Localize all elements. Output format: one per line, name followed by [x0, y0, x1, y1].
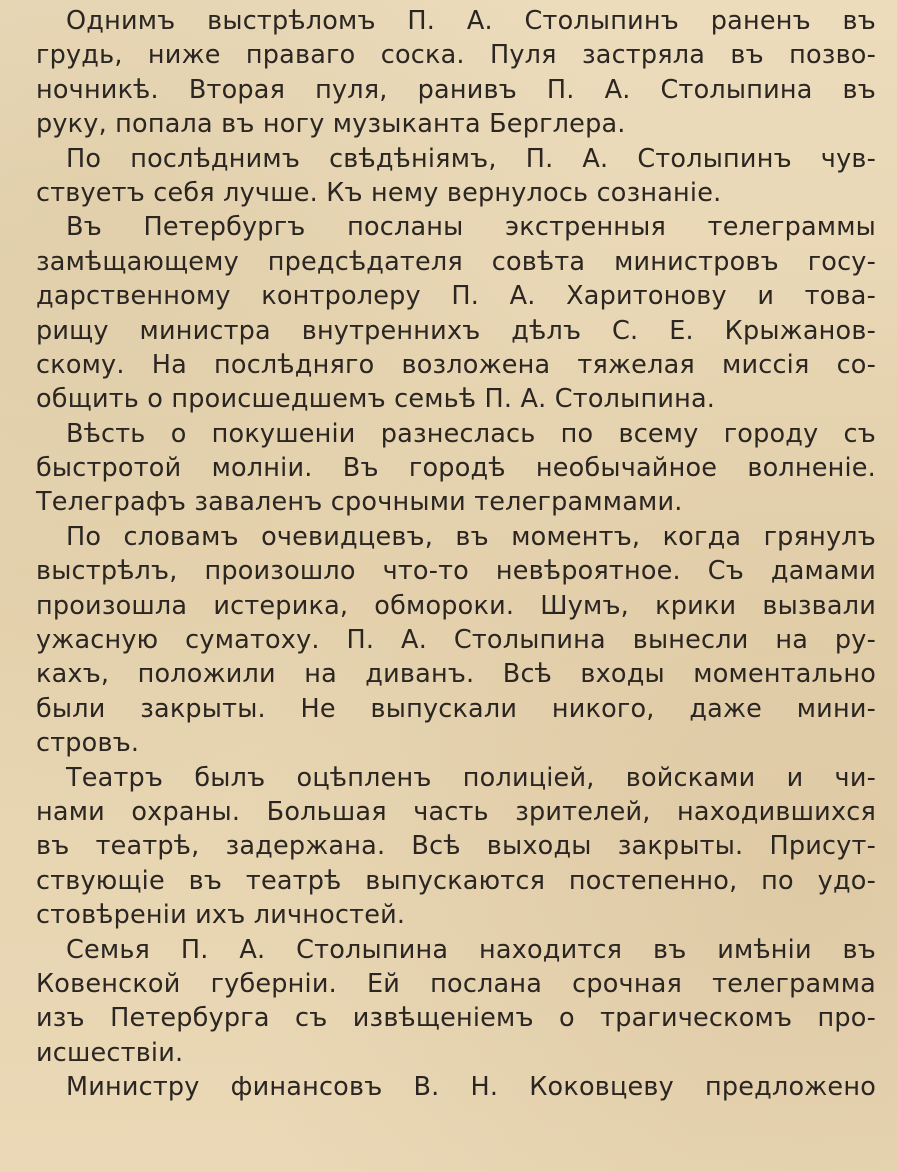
text-line: общить о происшедшемъ семьѣ П. А. Столыпина.	[36, 384, 716, 415]
paragraph-6	[36, 761, 876, 933]
text-line: дарственному контролеру П. А. Харитонову и това-	[36, 281, 876, 312]
text-line: исшествіи.	[36, 1037, 184, 1068]
text-line: Однимъ выстрѣломъ П. А. Столыпинъ раненъ въ	[66, 6, 876, 36]
paragraph-5	[36, 520, 876, 761]
text-line: Министру финансовъ В. Н. Коковцеву предложено	[66, 1072, 876, 1103]
text-line: руку, попала въ ногу музыканта Берглера.	[36, 109, 626, 140]
paragraph-8	[36, 1070, 876, 1104]
text-line: выстрѣлъ, произошло что-то невѣроятное. Съ дамами	[36, 556, 876, 587]
article-body	[36, 4, 876, 1105]
text-line: кахъ, положили на диванъ. Всѣ входы моментально	[36, 659, 876, 690]
text-line: произошла истерика, обмороки. Шумъ, крики вызвали	[36, 590, 876, 621]
text-line: Телеграфъ заваленъ срочными телеграммами.	[36, 487, 683, 518]
text-line: изъ Петербурга съ извѣщеніемъ о трагическомъ про-	[36, 1003, 876, 1034]
paragraph-4	[36, 417, 876, 520]
text-line: стровъ.	[36, 728, 140, 759]
text-line: въ театрѣ, задержана. Всѣ выходы закрыты. Присут-	[36, 831, 876, 862]
text-line: ствуетъ себя лучше. Къ нему вернулось сознаніе.	[36, 177, 722, 208]
text-line: быстротой молніи. Въ городѣ необычайное волненіе.	[36, 453, 876, 484]
text-line: ствующіе въ театрѣ выпускаются постепенно, по удо-	[36, 865, 876, 896]
text-line: были закрыты. Не выпускали никого, даже мини-	[36, 693, 876, 724]
text-line: По словамъ очевидцевъ, въ моментъ, когда грянулъ	[66, 521, 876, 552]
text-line: Въ Петербургъ посланы экстренныя телеграммы	[66, 212, 876, 243]
text-line: рищу министра внутреннихъ дѣлъ С. Е. Крыжанов-	[36, 315, 876, 346]
paragraph-3	[36, 210, 876, 416]
text-line: нами охраны. Большая часть зрителей, находившихся	[36, 796, 876, 827]
text-line: стовѣреніи ихъ личностей.	[36, 900, 406, 931]
text-line: скому. На послѣдняго возложена тяжелая миссія со-	[36, 349, 876, 380]
text-line: Театръ былъ оцѣпленъ полиціей, войсками и чи-	[66, 762, 876, 793]
text-line: Ковенской губерніи. Ей послана срочная телеграмма	[36, 968, 876, 999]
text-line: замѣщающему предсѣдателя совѣта министровъ госу-	[36, 246, 876, 277]
text-line: Вѣсть о покушеніи разнеслась по всему городу съ	[66, 418, 876, 449]
text-line: По послѣднимъ свѣдѣніямъ, П. А. Столыпинъ чув-	[66, 143, 876, 174]
paragraph-2	[36, 142, 876, 211]
text-line: ночникѣ. Вторая пуля, ранивъ П. А. Столыпина въ	[36, 74, 876, 105]
text-line: Семья П. А. Столыпина находится въ имѣніи въ	[66, 934, 876, 965]
paragraph-7	[36, 933, 876, 1071]
paragraph-1	[36, 4, 876, 142]
text-line: ужасную суматоху. П. А. Столыпина вынесли на ру-	[36, 625, 876, 656]
text-line: грудь, ниже праваго соска. Пуля застряла въ позво-	[36, 40, 876, 71]
